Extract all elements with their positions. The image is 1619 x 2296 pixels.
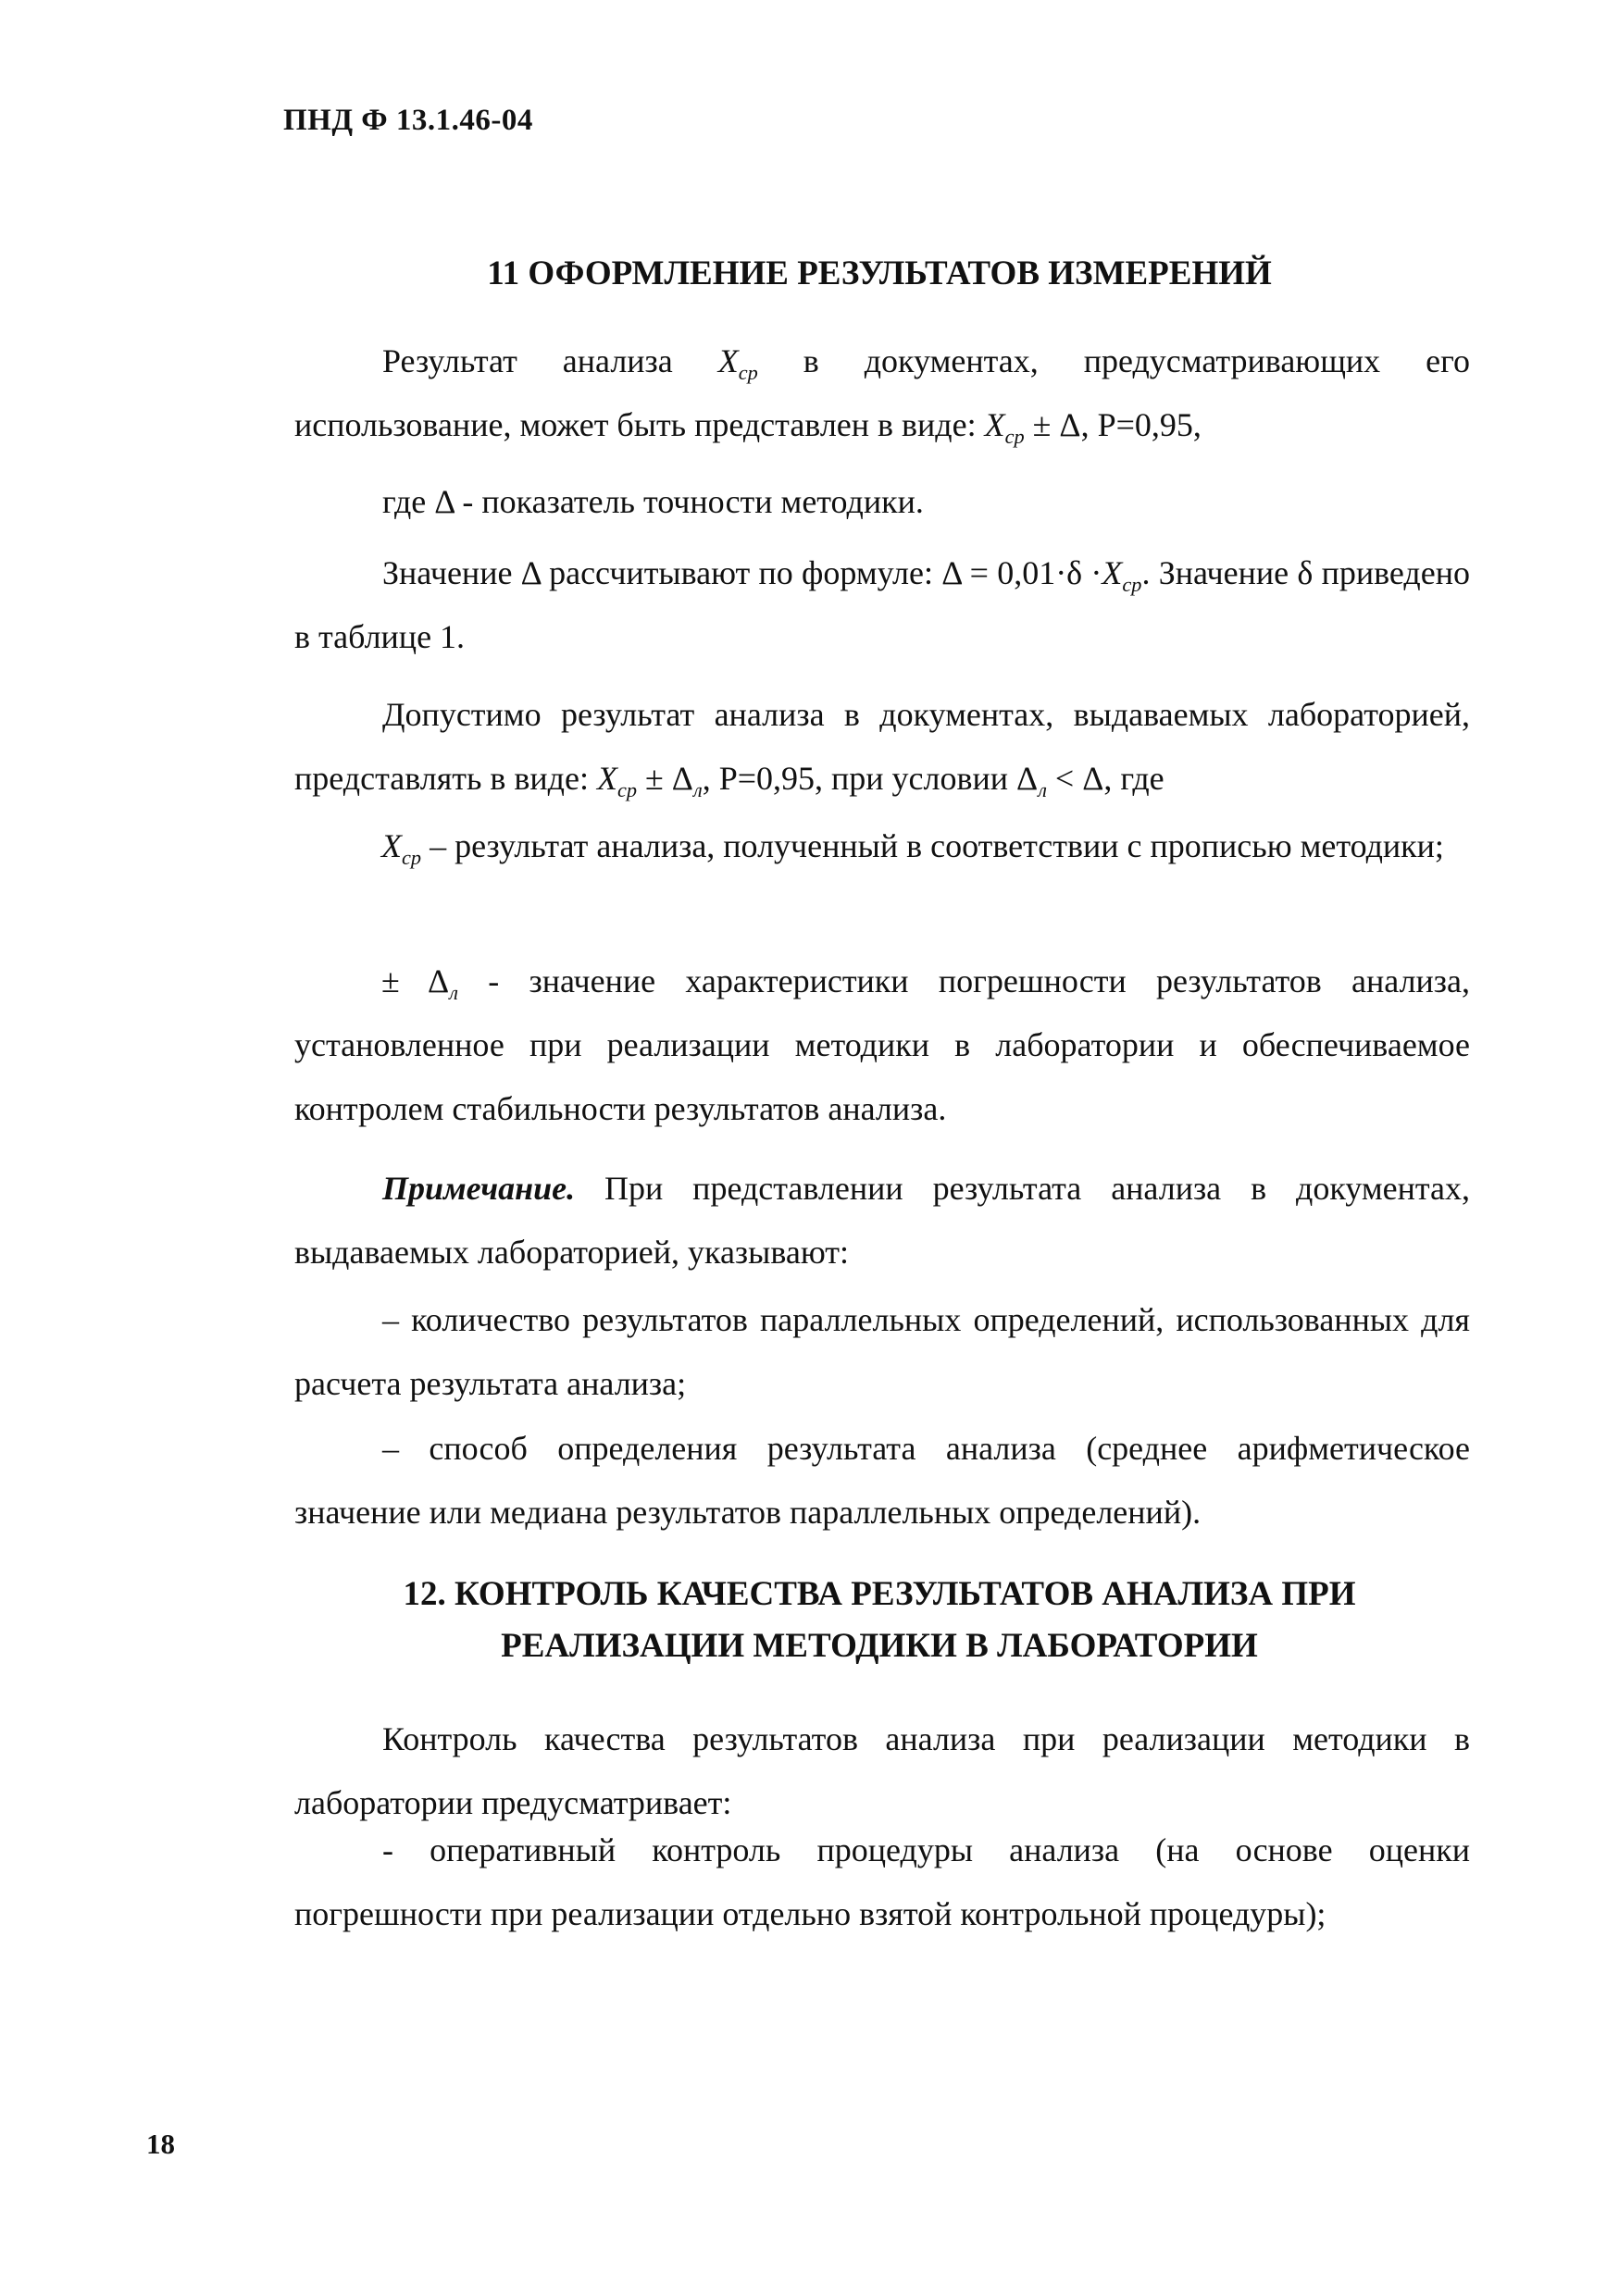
- subscript: ср: [1122, 572, 1142, 596]
- subscript: ср: [402, 845, 422, 869]
- text: Значение Δ рассчитывают по формуле: Δ = 0,01·δ ·: [382, 554, 1102, 591]
- note-paragraph: [294, 1157, 1470, 1285]
- subscript: ср: [738, 360, 758, 384]
- text: Допустимо результат анализа в документах, выдаваемых лабораторией, представлять в виде:: [294, 696, 1470, 797]
- text: ± Δ: [637, 760, 693, 797]
- section-11-heading: 11 ОФОРМЛЕНИЕ РЕЗУЛЬТАТОВ ИЗМЕРЕНИЙ: [487, 254, 1272, 292]
- subscript: л: [1038, 777, 1047, 801]
- section-11-paragraph-5: [294, 814, 1470, 878]
- note-label: Примечание.: [382, 1170, 576, 1207]
- note-item: – количество результатов параллельных определений, использованных для расчета результата анализа;: [294, 1301, 1470, 1402]
- text: Результат анализа: [382, 342, 718, 379]
- variable-x: X: [984, 406, 1005, 443]
- text: ± Δ, Р=0,95,: [1024, 406, 1202, 443]
- section-11-paragraph-6: [294, 949, 1470, 1141]
- subscript: ср: [616, 777, 638, 801]
- section-12-paragraph-1: Контроль качества результатов анализа при реализации методики в лаборатории предусматривает:: [294, 1720, 1470, 1821]
- variable-x: X: [381, 827, 402, 864]
- variable-x: X: [596, 760, 617, 797]
- variable-x: X: [1102, 554, 1123, 591]
- subscript: л: [449, 980, 458, 1004]
- section-11-paragraph-4: [294, 683, 1470, 811]
- subscript: л: [692, 777, 703, 801]
- subscript: ср: [1004, 424, 1025, 448]
- header-document-code: ПНД Ф 13.1.46-04: [283, 104, 533, 137]
- text: < Δ, где: [1046, 760, 1164, 797]
- text: - значение характеристики погрешности результатов анализа, установленное при реализации методики в лаборатории и обеспечиваемое контролем стабильности результатов анализа.: [294, 962, 1471, 1127]
- page-number: 18: [146, 2128, 175, 2160]
- text: , Р=0,95, при условии Δ: [702, 760, 1039, 797]
- variable-x: X: [717, 342, 739, 379]
- section-12-heading-line-2: РЕАЛИЗАЦИИ МЕТОДИКИ В ЛАБОРАТОРИИ: [501, 1627, 1258, 1665]
- section-12-heading: [287, 1569, 1472, 1672]
- section-12-paragraph-2: - оперативный контроль процедуры анализа (на основе оценки погрешности при реализации отдельно взятой контрольной процедуры);: [294, 1831, 1470, 1932]
- text: в документах, предусматривающих его использование, может быть представлен в виде:: [294, 342, 1471, 443]
- section-12-heading-line-1: 12. КОНТРОЛЬ КАЧЕСТВА РЕЗУЛЬТАТОВ АНАЛИЗА ПРИ: [403, 1575, 1356, 1613]
- text: . Значение δ приведено в таблице 1.: [294, 554, 1470, 655]
- note-text: При представлении результата анализа в документах, выдаваемых лабораторией, указывают:: [294, 1170, 1470, 1271]
- section-11-paragraph-3: [294, 541, 1470, 669]
- section-11-paragraph-1: [294, 329, 1470, 457]
- text: ± Δ: [381, 962, 450, 999]
- section-11-paragraph-2: где Δ - показатель точности методики.: [382, 483, 924, 520]
- text: – результат анализа, полученный в соответствии с прописью методики;: [421, 827, 1444, 864]
- note-item: – способ определения результата анализа (среднее арифметическое значение или медиана результатов параллельных определений).: [294, 1430, 1470, 1531]
